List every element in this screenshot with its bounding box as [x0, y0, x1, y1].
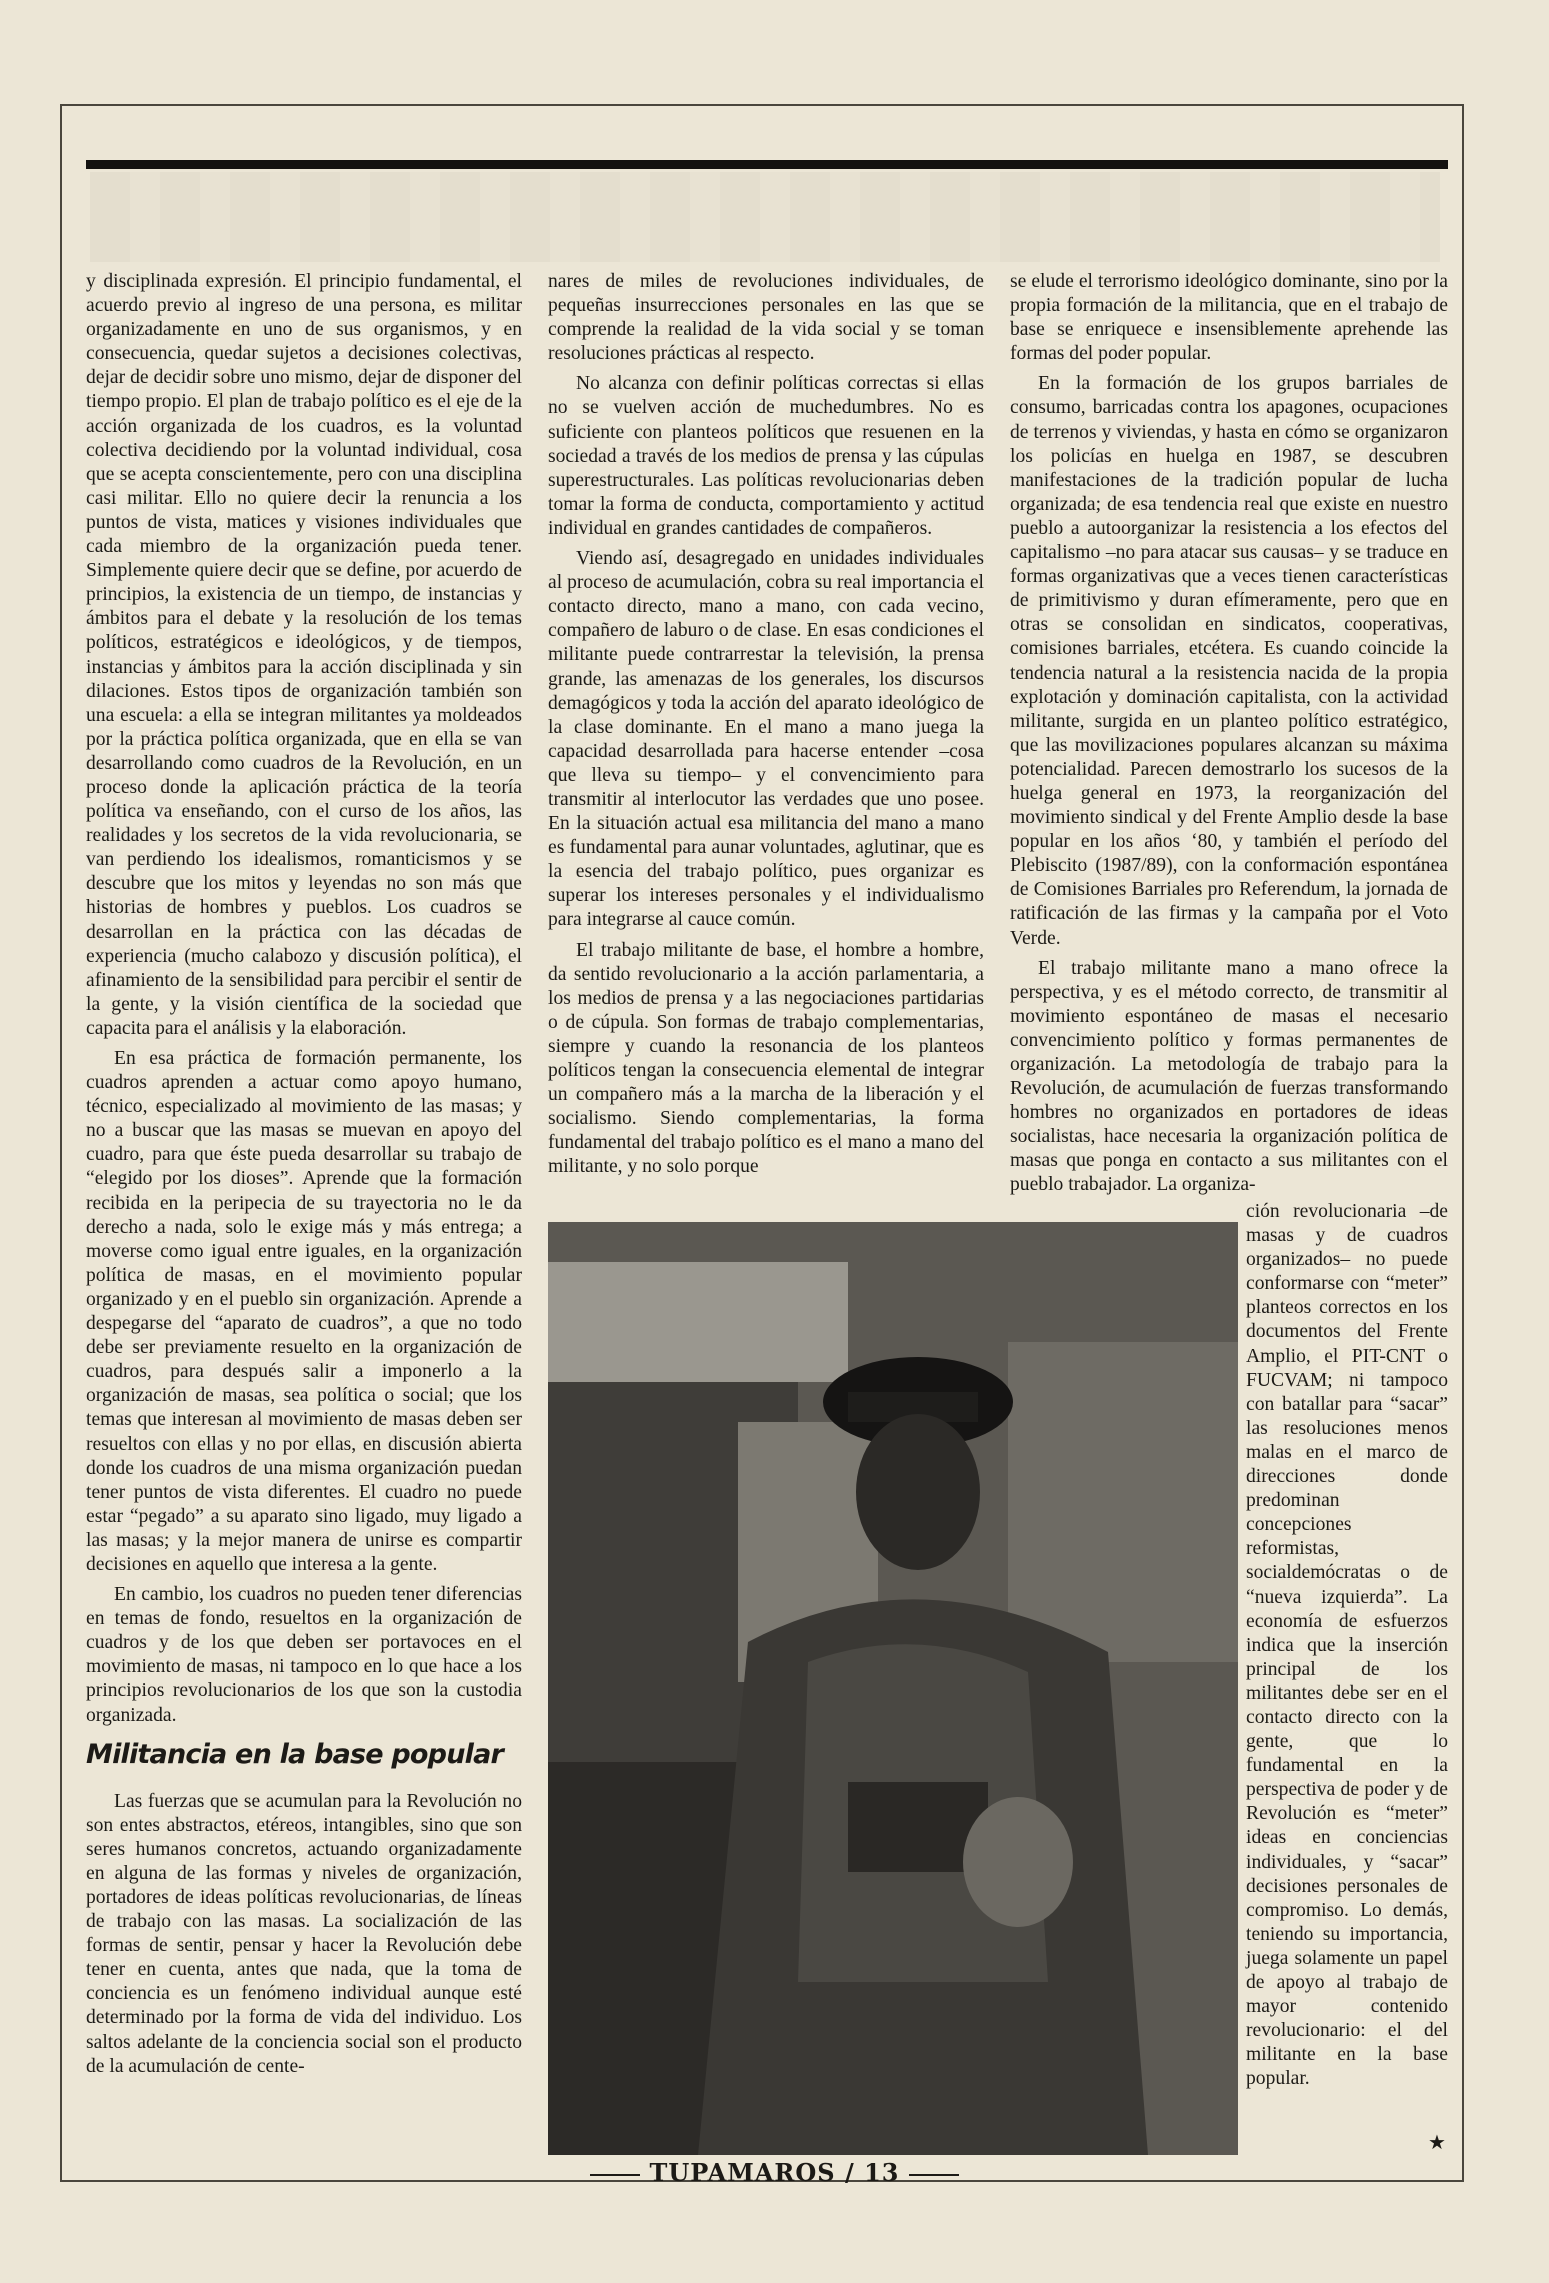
column-1: [86, 270, 522, 2085]
paragraph: Las fuerzas que se acumulan para la Revolución no son entes abstractos, etéreos, intangibles, sino que son seres humanos concretos, actuando organizadamente en alguna de las formas y niveles de organización, portadores de ideas políticas revolucionarias, de líneas de trabajo con las masas. La socialización de las formas de sentir, pensar y hacer la Revolución debe tener en cuenta, antes que nada, que la toma de conciencia es un fenómeno individual aunque esté determinado por la forma de vida del individuo. Los saltos adelante de la conciencia social son el producto de la acumulación de cente-: [86, 1790, 522, 2077]
top-rule: [86, 160, 1448, 169]
footer-title: TUPAMAROS: [649, 2158, 836, 2187]
footer-separator: /: [844, 2158, 855, 2187]
footer-rule: [909, 2174, 959, 2176]
paragraph: El trabajo militante de base, el hombre a hombre, da sentido revolucionario a la acción parlamentaria, a los medios de prensa y a las negociaciones partidarias o de cúpula. Son formas de trabajo complementarias, siempre y cuando la resonancia de los planteos políticos tengan la consecuencia elemental de integrar un compañero más a la marcha de la liberación y el socialismo. Siendo complementarias, la forma fundamental del trabajo político es el mano a mano del militante, y no solo porque: [548, 939, 984, 1178]
column-2: [548, 270, 984, 1185]
photo-illustration: [548, 1222, 1238, 2155]
paragraph: No alcanza con definir políticas correctas si ellas no se vuelven acción de muchedumbres. No es suficiente con planteos políticos que resuenen en la sociedad a través de los medios de prensa y las cúpulas superestructurales. Las políticas revolucionarias deben tomar la forma de conducta, comportamiento y actitud individual en grandes cantidades de compañeros.: [548, 373, 984, 539]
paragraph: En cambio, los cuadros no pueden tener diferencias en temas de fondo, resueltos en la organización de cuadros y de los que deben ser portavoces en el movimiento de masas, ni tampoco en lo que hace a los principios revolucionarios de los que son la custodia organizada.: [86, 1584, 522, 1726]
paragraph: y disciplinada expresión. El principio fundamental, el acuerdo previo al ingreso de una persona, es militar organizadamente en uno de sus organismos, y en consecuencia, quedar sujetos a decisiones colectivas, dejar de decidir sobre uno mismo, dejar de disponer del tiempo propio. El plan de trabajo político es el eje de la acción organizada de los cuadros, es la voluntad colectiva decidiendo por la voluntad individual, cosa que se acepta conscientemente, pero con una disciplina casi militar. Ello no quiere decir la renuncia a los puntos de vista, matices y visiones individuales que cada miembro de la organización pueda tener. Simplemente quiere decir que se define, por acuerdo de principios, la existencia de un tiempo, de instancias y ámbitos para el debate y la resolución de los temas políticos, estratégicos e ideológicos, y de tiempos, instancias y ámbitos para la acción disciplinada y sin dilaciones. Estos tipos de organización también son una escuela: a ella se integran militantes ya moldeados por la práctica política organizada, que en ella se van desarrollando como cuadros de la Revolución, en un proceso donde la aplicación práctica de la teoría política va enseñando, con el curso de los años, las realidades y los secretos de la vida revolucionaria, se van perdiendo los idealismos, romanticismos y se descubre que los mitos y leyendas no son más que historias de hombres y pueblos. Los cuadros se desarrollan en la práctica con las décadas de experiencia (mucho calabozo y discusión política), el afinamiento de la sensibilidad para percibir el sentir de la gente, y la visión científica de la sociedad que capacita para el análisis y la elaboración.: [86, 271, 522, 1039]
soldier-photo: [548, 1222, 1238, 2155]
paragraph: ción revolucionaria –de masas y de cuadros organizados– no puede conformarse con “meter” planteos correctos en los documentos del Frente Amplio, el PIT-CNT o FUCVAM; ni tampoco con batallar para “sacar” las resoluciones menos malas en el marco de direcciones donde predominan concepciones reformistas, socialdemócratas o de “nueva izquierda”. La economía de esfuerzos indica que la inserción principal de los militantes debe ser en el contacto directo con la gente, que lo fundamental en la perspectiva de poder y de Revolución es “meter” ideas en conciencias individuales, y “sacar” decisiones personales de compromiso. Lo demás, teniendo su importancia, juega solamente un papel de apoyo al trabajo de mayor contenido revolucionario: el del militante en la base popular.: [1246, 1201, 1448, 2090]
column-3-wrap: [1246, 1200, 1448, 2097]
column-3: [1010, 270, 1448, 1204]
section-subheading: Militancia en la base popular: [86, 1738, 504, 1770]
bleed-through-header: [90, 172, 1440, 262]
paragraph: se elude el terrorismo ideológico dominante, sino por la propia formación de la militancia, que en el trabajo de base se enriquece e insensiblemente aprehende las formas del poder popular.: [1010, 271, 1448, 365]
paragraph: Viendo así, desagregado en unidades individuales al proceso de acumulación, cobra su real importancia el contacto directo, mano a mano, con cada vecino, compañero de laburo o de clase. En esas condiciones el militante puede contrarrestar la televisión, la prensa grande, las amenazas de los generales, los discursos demagógicos y toda la acción del aparato ideológico de la clase dominante. En el mano a mano juega la capacidad desarrollada para hacerse entender –cosa que lleva su tiempo– y el convencimiento para transmitir al interlocutor las verdades que uno posee. En la situación actual esa militancia del mano a mano es fundamental para aunar voluntades, aglutinar, que es la esencia del trabajo político, pues organizar es superar los intereses personales y el individualismo para integrarse al cauce común.: [548, 548, 984, 931]
paragraph: El trabajo militante mano a mano ofrece la perspectiva, y es el método correcto, de transmitir al movimiento espontáneo de masas el necesario convencimiento político y formas permanentes de organización. La metodología de trabajo para la Revolución, de acumulación de fuerzas transformando hombres no organizados en portadores de ideas socialistas, hace necesaria la organización política de masas que ponga en contacto a sus militantes con el pueblo trabajador. La organiza-: [1010, 957, 1448, 1196]
page-footer: [0, 2158, 1549, 2187]
end-mark-icon: ★: [1428, 2130, 1446, 2154]
paragraph: nares de miles de revoluciones individuales, de pequeñas insurrecciones personales en las que se comprende la realidad de la vida social y se toman resoluciones prácticas al respecto.: [548, 271, 984, 365]
paragraph: En esa práctica de formación permanente, los cuadros aprenden a actuar como apoyo humano, técnico, especializado al movimiento de las masas; y no a buscar que las masas se muevan en apoyo del cuadro, para que éste pueda desarrollar su trabajo de “elegido por los dioses”. Aprende que la formación recibida en la peripecia de su trayectoria no le da derecho a nada, solo le exige más y más entrega; a moverse como igual entre iguales, en la organización política de masas, en el movimiento popular organizado y en el pueblo sin organización. Aprende a despegarse del “aparato de cuadros”, a que no todo debe ser previamente resuelto en la organización de cuadros, para después salir a imponerlo a la organización de masas, sea política o social; que los temas que interesan al movimiento de masas deben ser resueltos con ellas y no por ellas, en discusión abierta donde los cuadros de una misma organización puedan tener puntos de vista diferentes. El cuadro no puede estar “pegado” a su aparato sino ligado, muy ligado a las masas; y la mejor manera de unirse es compartir decisiones en aquello que interesa a la gente.: [86, 1048, 522, 1575]
footer-page-number: 13: [864, 2158, 900, 2187]
footer-rule: [590, 2174, 640, 2176]
paragraph: En la formación de los grupos barriales de consumo, barricadas contra los apagones, ocupaciones de terrenos y viviendas, y hasta en cómo se organizaron los policías en huelga en 1987, se descubren manifestaciones de la tradición popular de lucha organizada; de esa tendencia real que existe en nuestro pueblo a autoorganizar la resistencia a los efectos del capitalismo –no para atacar sus causas– y se traduce en formas organizativas que a veces tienen características de primitivismo y duran efímeramente, pero que en otras se consolidan en sindicatos, cooperativas, comisiones barriales, etcétera. Es cuando coincide la tendencia natural a la resistencia nacida de la propia explotación y dominación capitalista, con la actividad militante, surgida en un planteo político estratégico, que las movilizaciones populares alcanzan su máxima potencialidad. Parecen demostrarlo los sucesos de la huelga general en 1973, la reorganización del movimiento sindical y del Frente Amplio desde la base popular en los años ‘80, y también el período del Plebiscito (1987/89), con la conformación espontánea de Comisiones Barriales pro Referendum, la jornada de ratificación de las firmas y la campaña por el Voto Verde.: [1010, 373, 1448, 949]
